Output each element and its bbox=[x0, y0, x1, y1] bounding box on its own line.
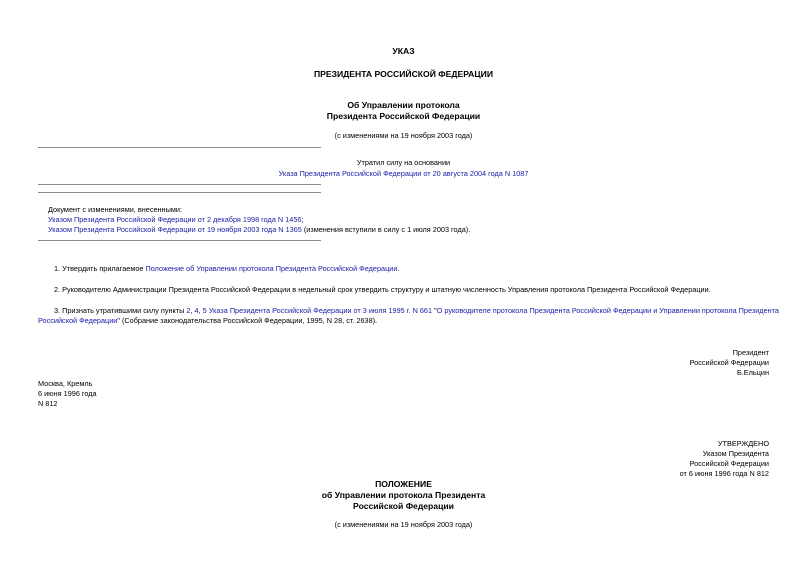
clause-1 bbox=[54, 264, 399, 274]
clause-3-tail: " (Собрание законодательства Российской Федерации, 1995, N 28, ст. 2638). bbox=[117, 316, 378, 325]
invalidated-text: Утратил силу на основании bbox=[356, 158, 451, 167]
approval-line-4: от 6 июня 1996 года N 812 bbox=[679, 469, 769, 478]
regulation-subtitle-2: Российской Федерации bbox=[353, 501, 454, 511]
divider bbox=[38, 147, 321, 148]
clause-3-line-2 bbox=[38, 316, 377, 326]
signature-title: Президент bbox=[732, 348, 769, 357]
signature-name: Б.Ельцин bbox=[736, 368, 769, 377]
subject-line-2: Президента Российской Федерации bbox=[326, 111, 481, 121]
clause-3-text: 3. Признать утратившими силу пункты bbox=[54, 306, 187, 315]
amended-by-label: Документ с изменениями, внесенными: bbox=[48, 205, 182, 214]
amendment-link[interactable]: Указом Президента Российской Федерации от 19 ноября 2003 года N 1365 bbox=[48, 225, 302, 234]
point-5-link[interactable]: 5 bbox=[202, 306, 207, 315]
point-4-link[interactable]: 4 bbox=[194, 306, 199, 315]
separator: , bbox=[190, 306, 195, 315]
amendment-suffix: ; bbox=[301, 215, 304, 224]
regulation-link[interactable]: Положение об Управлении протокола Президента Российской Федерации bbox=[145, 264, 398, 273]
subject-line-1: Об Управлении протокола bbox=[347, 100, 460, 110]
clause-3-line-1 bbox=[54, 306, 779, 316]
decree-661-title-link[interactable]: О руководителе протокола Президента Российской Федерации и Управлении протокола Президента bbox=[436, 306, 779, 315]
approval-title: УТВЕРЖДЕНО bbox=[717, 439, 769, 448]
clause-1-text: 1. Утвердить прилагаемое bbox=[54, 264, 146, 273]
president-heading: ПРЕЗИДЕНТА РОССИЙСКОЙ ФЕДЕРАЦИИ bbox=[313, 69, 494, 79]
amendment-link[interactable]: Указом Президента Российской Федерации от 2 декабря 1998 года N 1456 bbox=[48, 215, 302, 224]
approval-line-2: Указом Президента bbox=[702, 449, 769, 458]
amendment-item bbox=[48, 215, 303, 225]
date: 6 июня 1996 года bbox=[38, 389, 97, 398]
regulation-title: ПОЛОЖЕНИЕ bbox=[375, 479, 432, 489]
separator: , bbox=[198, 306, 203, 315]
amendment-item bbox=[48, 225, 470, 235]
regulation-subtitle-1: об Управлении протокола Президента bbox=[321, 490, 486, 500]
decree-heading: УКАЗ bbox=[392, 46, 415, 56]
divider bbox=[38, 240, 321, 241]
divider bbox=[38, 192, 321, 193]
invalidating-decree-link[interactable]: Указа Президента Российской Федерации от 20 августа 2004 года N 1087 bbox=[278, 169, 529, 178]
regulation-amendments-note: (с изменениями на 19 ноября 2003 года) bbox=[334, 520, 473, 529]
clause-2: 2. Руководителю Администрации Президента Российской Федерации в недельный срок утвердить структуру и штатную численность Управления протокола Президента Российской Федерации. bbox=[54, 285, 711, 294]
decree-number: N 812 bbox=[38, 399, 58, 408]
divider bbox=[38, 184, 321, 185]
amendments-note: (с изменениями на 19 ноября 2003 года) bbox=[334, 131, 473, 140]
clause-1-suffix: . bbox=[397, 264, 400, 273]
quote-open: " bbox=[432, 306, 437, 315]
decree-661-link[interactable]: Указа Президента Российской Федерации от 3 июля 1995 г. N 661 bbox=[208, 306, 433, 315]
point-2-link[interactable]: 2 bbox=[186, 306, 191, 315]
approval-line-3: Российской Федерации bbox=[689, 459, 769, 468]
place: Москва, Кремль bbox=[38, 379, 93, 388]
amendment-suffix: (изменения вступили в силу с 1 июля 2003 года). bbox=[301, 225, 471, 234]
decree-661-title-link[interactable]: Российской Федерации bbox=[38, 316, 118, 325]
signature-country: Российской Федерации bbox=[689, 358, 769, 367]
